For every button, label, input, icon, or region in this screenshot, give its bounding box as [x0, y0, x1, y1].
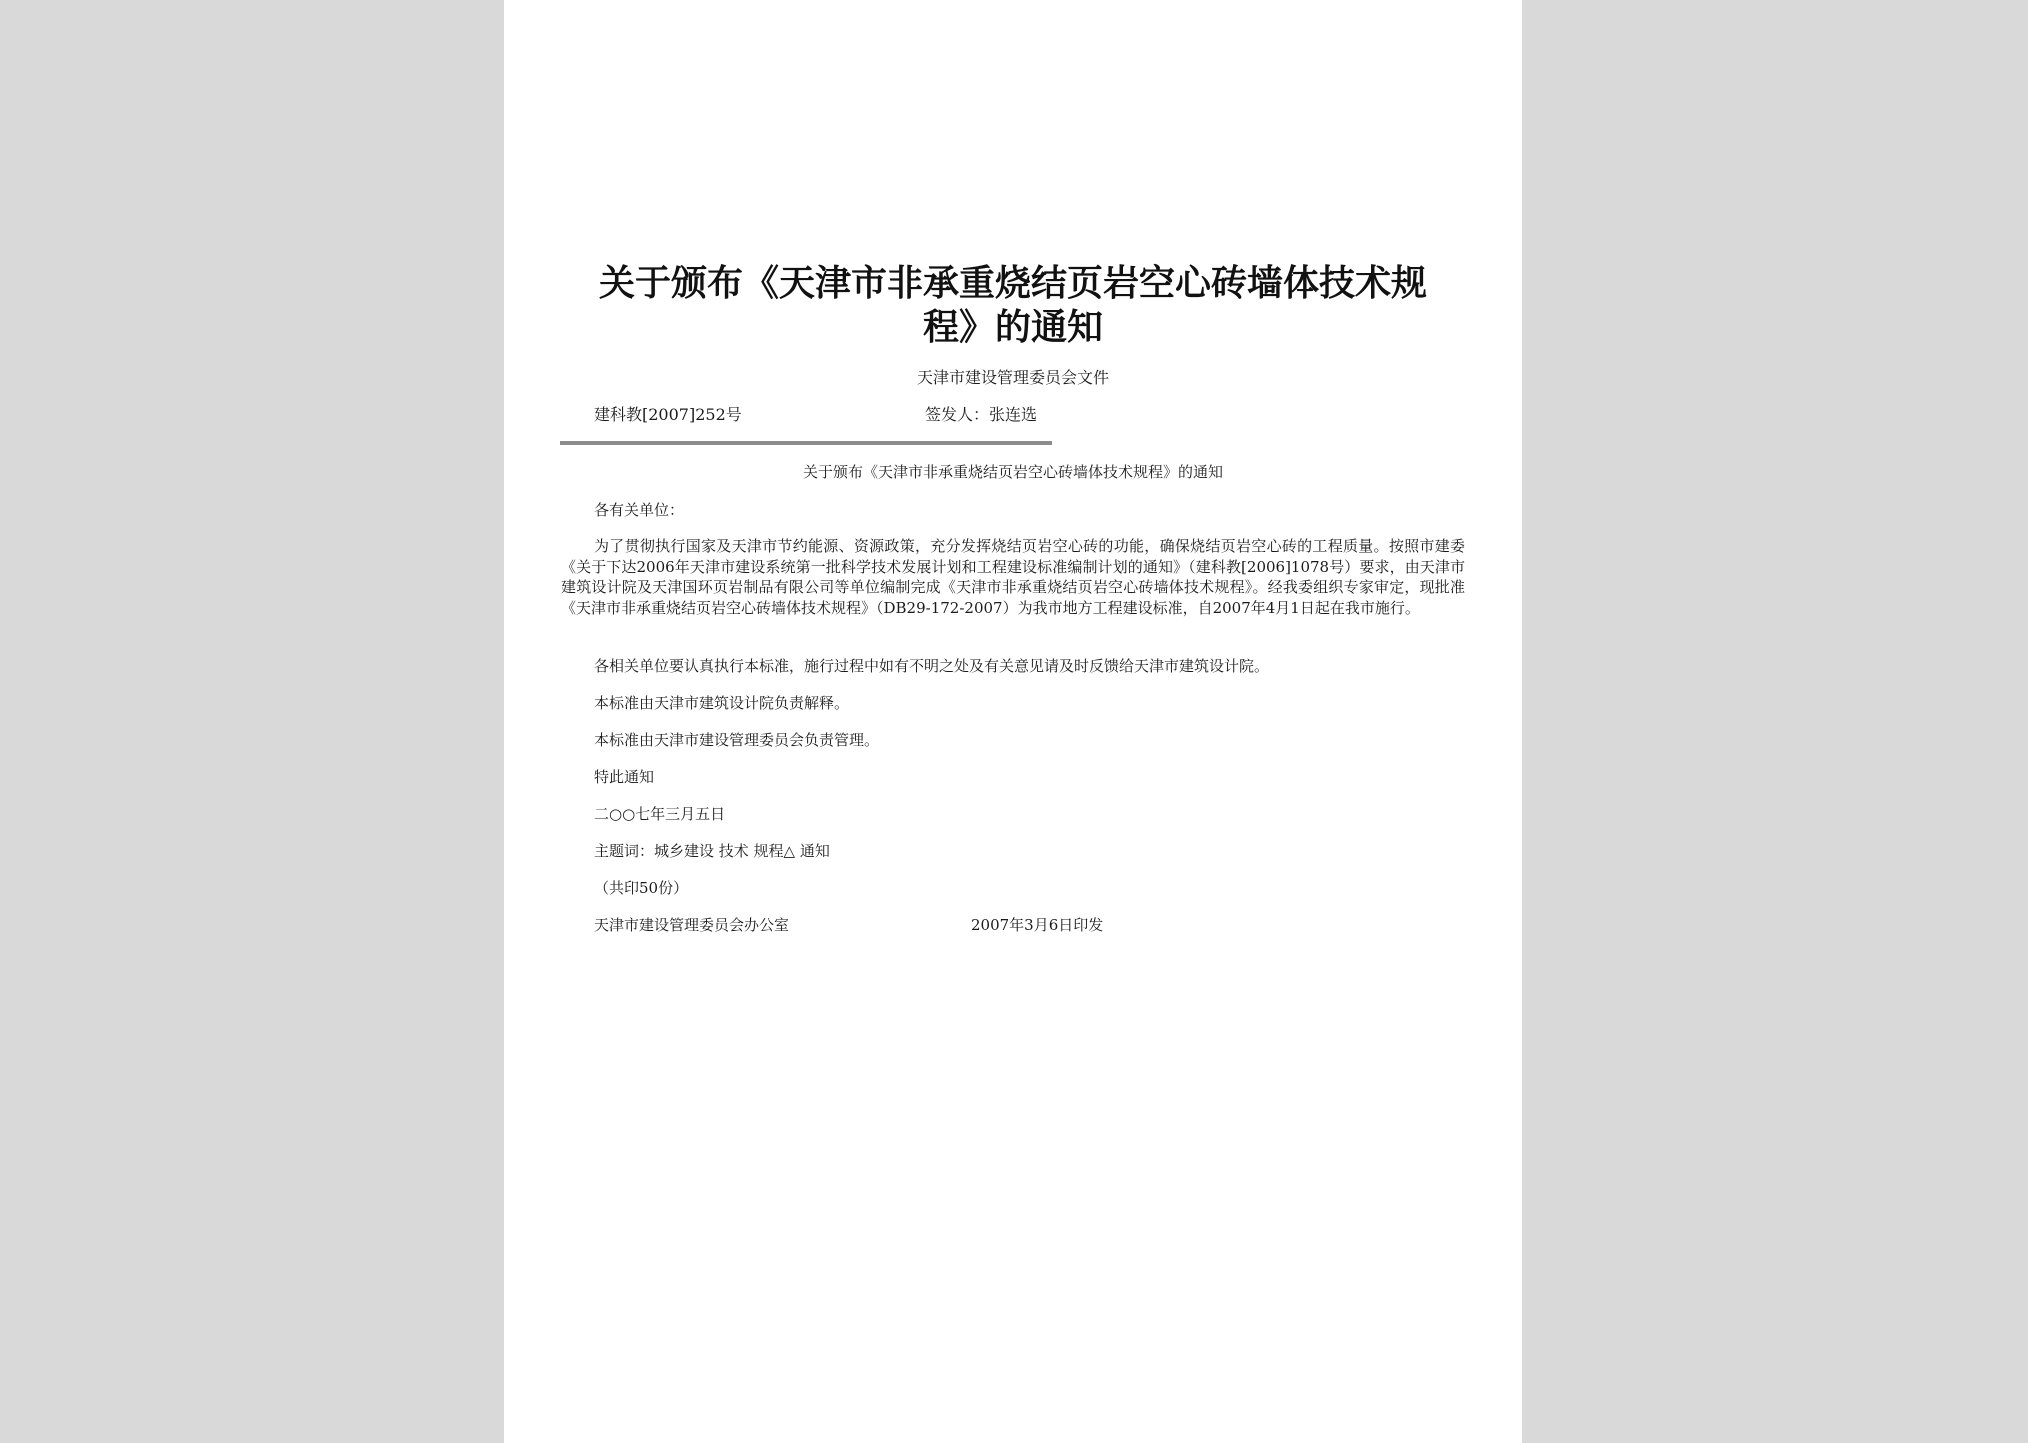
- title-line-2: 程》的通知: [922, 307, 1103, 348]
- document-number: 建科教[2007]252号: [594, 405, 742, 424]
- keywords: 主题词：城乡建设 技术 规程△ 通知: [594, 842, 830, 860]
- document-subtitle: 关于颁布《天津市非承重烧结页岩空心砖墙体技术规程》的通知: [802, 463, 1223, 481]
- closing-text: 特此通知: [594, 768, 655, 786]
- header-divider: [560, 441, 1052, 445]
- footer-print-date: 2007年3月6日印发: [971, 916, 1104, 934]
- title-line-1: 关于颁布《天津市非承重烧结页岩空心砖墙体技术规: [598, 263, 1427, 304]
- paragraph-feedback: 各相关单位要认真执行本标准，施行过程中如有不明之处及有关意见请及时反馈给天津市建筑设计院。: [594, 657, 1270, 675]
- issuer-line: 天津市建设管理委员会文件: [916, 368, 1109, 387]
- signer: 签发人：张连选: [925, 405, 1038, 424]
- paragraph-interpretation: 本标准由天津市建筑设计院负责解释。: [594, 694, 850, 712]
- issue-date: 二○○七年三月五日: [594, 805, 726, 823]
- copies-count: （共印50份）: [594, 879, 689, 897]
- document-title: [560, 262, 1466, 350]
- paragraph-management: 本标准由天津市建设管理委员会负责管理。: [594, 731, 880, 749]
- body-paragraph: 为了贯彻执行国家及天津市节约能源、资源政策，充分发挥烧结页岩空心砖的功能，确保烧结页岩空心砖的工程质量。按照市建委《关于下达2006年天津市建设系统第一批科学技术发展计划和工程建设标准编制计划的通知》（建科教[2006]1078号）要求，由天津市建筑设计院及天津国环页岩制品有限公司等单位编制完成《天津市非承重烧结页岩空心砖墙体技术规程》。经我委组织专家审定，现批准《天津市非承重烧结页岩空心砖墙体技术规程》（DB29-172-2007）为我市地方工程建设标准，自2007年4月1日起在我市施行。: [561, 537, 1465, 617]
- footer-office: 天津市建设管理委员会办公室: [594, 916, 790, 934]
- document-page: [504, 0, 1522, 1443]
- salutation: 各有关单位：: [594, 501, 685, 519]
